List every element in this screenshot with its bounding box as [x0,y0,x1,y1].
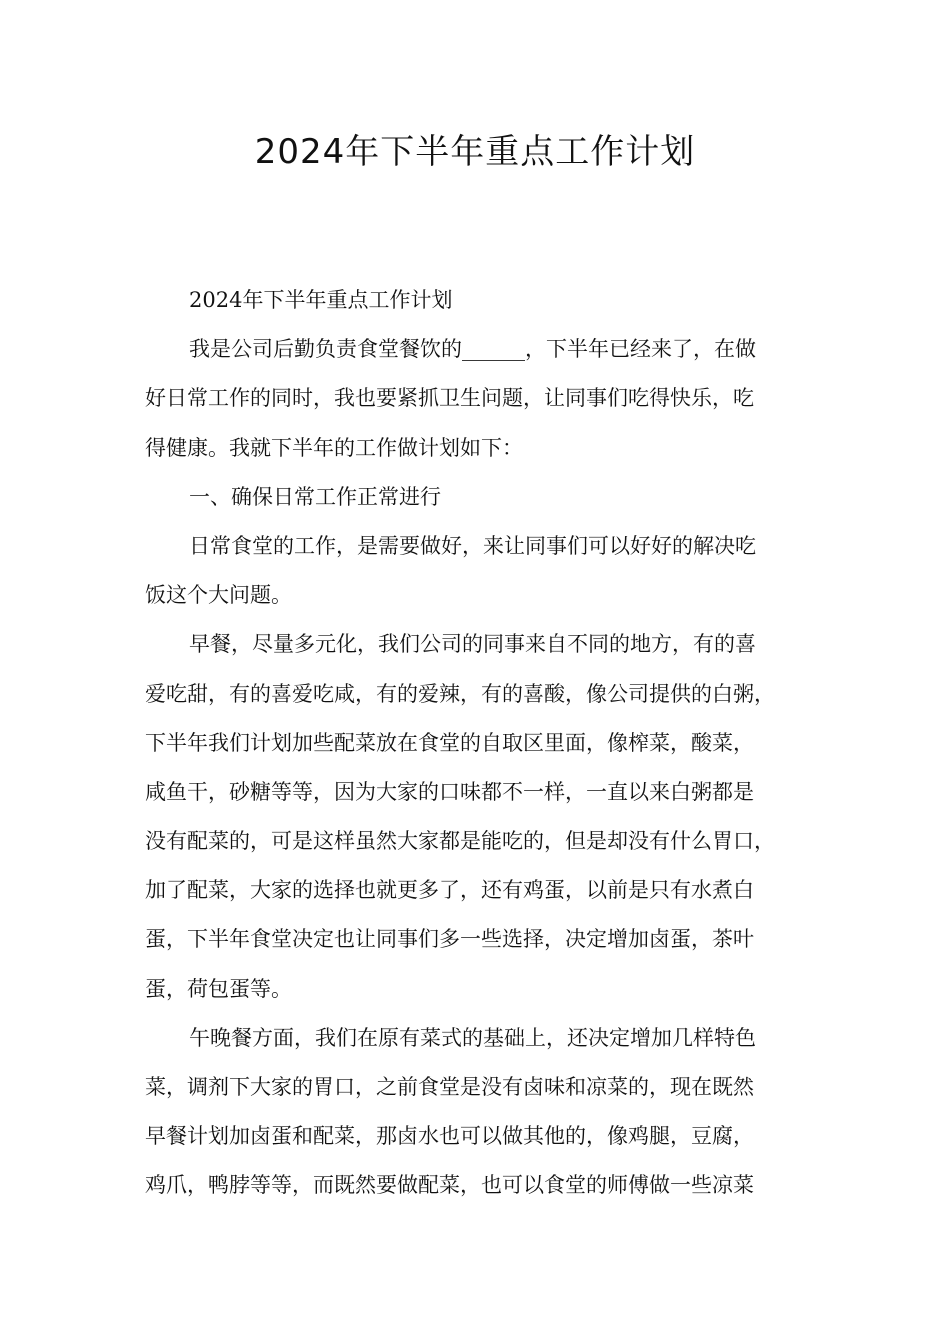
paragraph-3-line-4: 咸鱼干，砂糖等等，因为大家的口味都不一样，一直以来白粥都是 [145,779,754,804]
paragraph-4-line-3: 早餐计划加卤蛋和配菜，那卤水也可以做其他的，像鸡腿，豆腐， [145,1124,754,1149]
paragraph-1-line-2: 好日常工作的同时，我也要紧抓卫生问题，让同事们吃得快乐，吃 [145,386,754,411]
paragraph-3-line-8: 蛋，荷包蛋等。 [145,976,292,1001]
paragraph-3-line-1: 早餐，尽量多元化，我们公司的同事来自不同的地方，有的喜 [189,632,756,657]
paragraph-3-line-6: 加了配菜，大家的选择也就更多了，还有鸡蛋，以前是只有水煮白 [145,878,754,903]
paragraph-3-line-2: 爱吃甜，有的喜爱吃咸，有的爱辣，有的喜酸，像公司提供的白粥， [145,681,775,706]
paragraph-3-line-5: 没有配菜的，可是这样虽然大家都是能吃的，但是却没有什么胃口， [145,829,775,854]
paragraph-4-line-4: 鸡爪，鸭脖等等，而既然要做配菜，也可以食堂的师傅做一些凉菜 [145,1173,754,1198]
paragraph-4-line-2: 菜，调剂下大家的胃口，之前食堂是没有卤味和凉菜的，现在既然 [145,1075,754,1099]
paragraph-1-line-1: 我是公司后勤负责食堂餐饮的______，下半年已经来了，在做 [189,337,756,362]
paragraph-3-line-7: 蛋，下半年食堂决定也让同事们多一些选择，决定增加卤蛋，茶叶 [145,927,754,952]
paragraph-2-line-2: 饭这个大问题。 [145,583,292,608]
paragraph-2-line-1: 日常食堂的工作，是需要做好，来让同事们可以好好的解决吃 [189,533,756,558]
paragraph-1-line-3: 得健康。我就下半年的工作做计划如下： [145,435,523,460]
document-body [145,276,807,1211]
paragraph-4-line-1: 午晚餐方面，我们在原有菜式的基础上，还决定增加几样特色 [189,1025,756,1050]
paragraph-3-line-3: 下半年我们计划加些配菜放在食堂的自取区里面，像榨菜，酸菜， [145,730,754,755]
body-subtitle-line: 2024年下半年重点工作计划 [189,288,453,312]
document-title: 2024年下半年重点工作计划 [254,132,696,172]
section-heading-1: 一、确保日常工作正常进行 [189,484,441,509]
